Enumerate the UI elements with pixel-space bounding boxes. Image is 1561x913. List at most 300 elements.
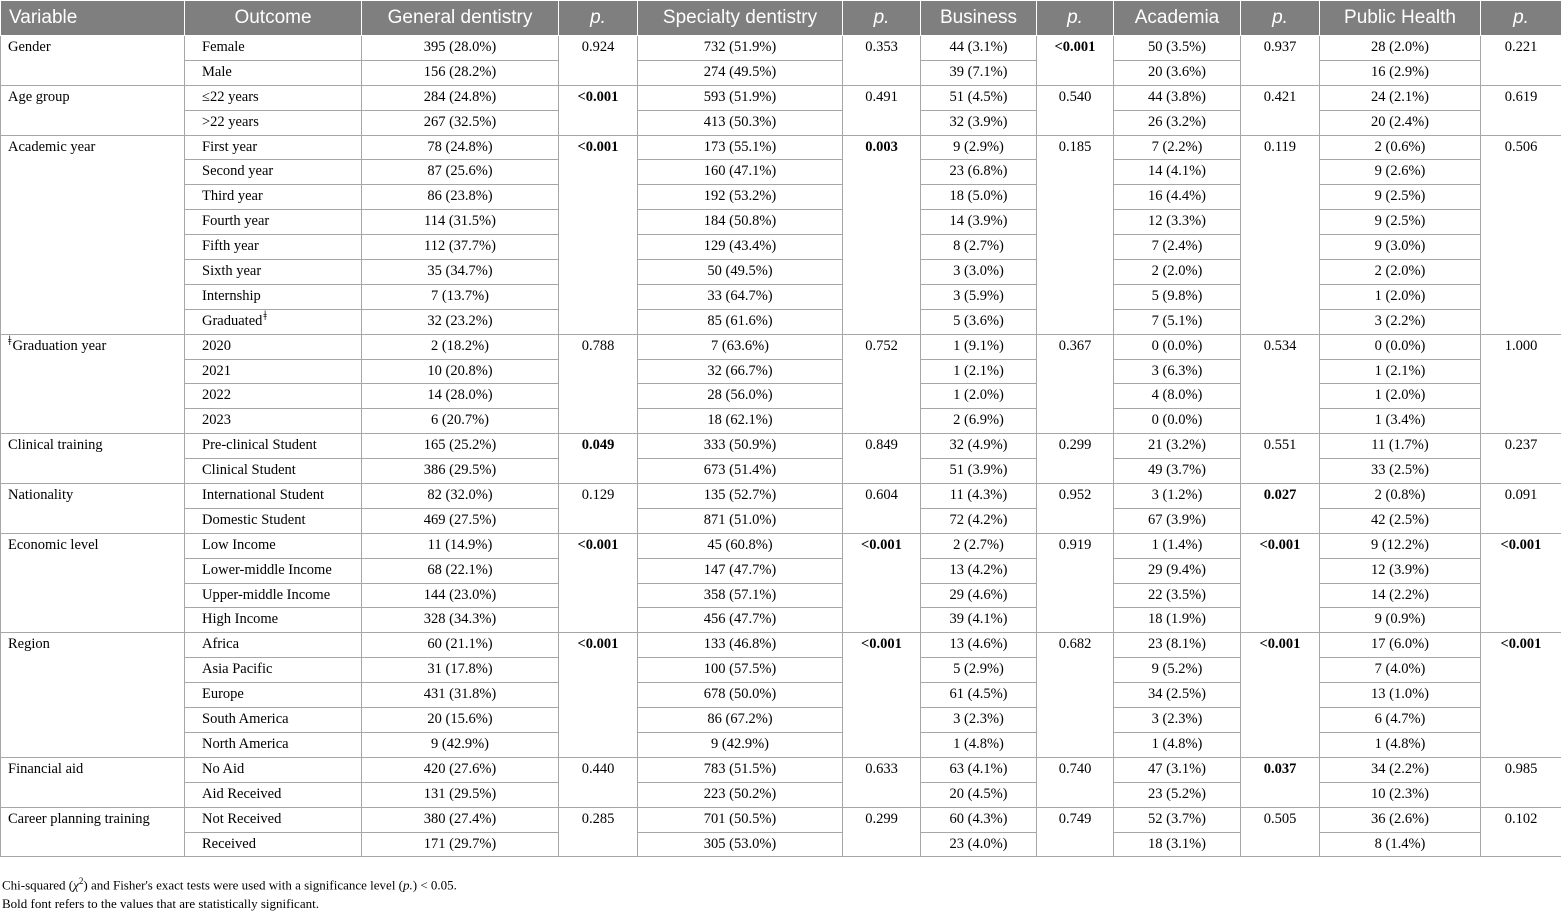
public-health-value: 11 (1.7%) <box>1320 434 1481 459</box>
table-row <box>1 583 1561 608</box>
business-value: 20 (4.5%) <box>921 782 1037 807</box>
table-row <box>1 658 1561 683</box>
specialty-dentistry-value: 223 (50.2%) <box>638 782 843 807</box>
table-row <box>1 185 1561 210</box>
outcome-label: 2021 <box>202 363 231 379</box>
p-value-public-health: <0.001 <box>1481 633 1561 757</box>
footnote-text: ) and Fisher's exact tests were used with a significance level ( <box>83 877 403 892</box>
table-row <box>1 832 1561 857</box>
table-row <box>1 608 1561 633</box>
business-value: 3 (2.3%) <box>921 708 1037 733</box>
public-health-value: 20 (2.4%) <box>1320 110 1481 135</box>
p-value-academia: 0.937 <box>1241 36 1320 86</box>
p-value-academia: 0.119 <box>1241 135 1320 334</box>
outcome-label: Aid Received <box>202 786 281 802</box>
table-row <box>1 135 1561 160</box>
academia-value: 22 (3.5%) <box>1114 583 1241 608</box>
general-dentistry-value: 380 (27.4%) <box>362 807 559 832</box>
public-health-value: 2 (2.0%) <box>1320 260 1481 285</box>
variable-label: Gender <box>8 39 51 55</box>
p-value-public-health: 0.985 <box>1481 757 1561 807</box>
general-dentistry-value: 267 (32.5%) <box>362 110 559 135</box>
p-value-business: 0.367 <box>1037 334 1114 434</box>
variable-label: Clinical training <box>8 437 103 453</box>
p-value-general-dentistry: 0.788 <box>559 334 638 434</box>
business-value: 23 (6.8%) <box>921 160 1037 185</box>
general-dentistry-value: 68 (22.1%) <box>362 558 559 583</box>
p-value-specialty-dentistry: 0.491 <box>843 85 921 135</box>
general-dentistry-value: 31 (17.8%) <box>362 658 559 683</box>
general-dentistry-value: 112 (37.7%) <box>362 235 559 260</box>
specialty-dentistry-value: 274 (49.5%) <box>638 60 843 85</box>
public-health-value: 1 (2.1%) <box>1320 359 1481 384</box>
specialty-dentistry-value: 50 (49.5%) <box>638 260 843 285</box>
general-dentistry-value: 32 (23.2%) <box>362 309 559 334</box>
table-row <box>1 633 1561 658</box>
variable-cell <box>1 757 185 807</box>
academia-value: 1 (4.8%) <box>1114 732 1241 757</box>
general-dentistry-value: 9 (42.9%) <box>362 732 559 757</box>
p-value-academia: 0.505 <box>1241 807 1320 857</box>
variable-cell <box>1 36 185 86</box>
academia-value: 23 (8.1%) <box>1114 633 1241 658</box>
academia-value: 9 (5.2%) <box>1114 658 1241 683</box>
public-health-value: 10 (2.3%) <box>1320 782 1481 807</box>
business-value: 39 (7.1%) <box>921 60 1037 85</box>
footnote-p: p. <box>403 877 413 892</box>
table-row <box>1 235 1561 260</box>
outcome-cell <box>185 459 362 484</box>
academia-value: 3 (6.3%) <box>1114 359 1241 384</box>
public-health-value: 12 (3.9%) <box>1320 558 1481 583</box>
p-value-business: 0.749 <box>1037 807 1114 857</box>
general-dentistry-value: 86 (23.8%) <box>362 185 559 210</box>
variable-cell <box>1 334 185 434</box>
academia-value: 0 (0.0%) <box>1114 409 1241 434</box>
variable-label: Financial aid <box>8 761 83 777</box>
outcome-label: Third year <box>202 188 263 204</box>
table-row <box>1 484 1561 509</box>
variable-label: Economic level <box>8 537 99 553</box>
outcome-cell <box>185 60 362 85</box>
p-value-general-dentistry: 0.285 <box>559 807 638 857</box>
outcome-cell <box>185 732 362 757</box>
table-row <box>1 807 1561 832</box>
p-value-academia: <0.001 <box>1241 533 1320 633</box>
outcome-label: Received <box>202 836 256 852</box>
public-health-value: 8 (1.4%) <box>1320 832 1481 857</box>
business-value: 44 (3.1%) <box>921 36 1037 61</box>
p-value-general-dentistry: 0.049 <box>559 434 638 484</box>
public-health-value: 1 (4.8%) <box>1320 732 1481 757</box>
business-value: 3 (3.0%) <box>921 260 1037 285</box>
outcome-cell <box>185 135 362 160</box>
business-value: 5 (2.9%) <box>921 658 1037 683</box>
business-value: 1 (2.1%) <box>921 359 1037 384</box>
general-dentistry-value: 328 (34.3%) <box>362 608 559 633</box>
outcome-label: >22 years <box>202 114 259 130</box>
outcome-cell <box>185 757 362 782</box>
public-health-value: 9 (3.0%) <box>1320 235 1481 260</box>
variable-label: Academic year <box>8 139 95 155</box>
business-value: 72 (4.2%) <box>921 508 1037 533</box>
public-health-value: 1 (2.0%) <box>1320 384 1481 409</box>
header-p-business: p. <box>1037 1 1114 36</box>
outcome-label: Low Income <box>202 537 276 553</box>
outcome-cell <box>185 359 362 384</box>
academia-value: 23 (5.2%) <box>1114 782 1241 807</box>
p-value-specialty-dentistry: 0.633 <box>843 757 921 807</box>
outcome-cell <box>185 384 362 409</box>
general-dentistry-value: 60 (21.1%) <box>362 633 559 658</box>
specialty-dentistry-value: 783 (51.5%) <box>638 757 843 782</box>
business-value: 23 (4.0%) <box>921 832 1037 857</box>
business-value: 60 (4.3%) <box>921 807 1037 832</box>
outcome-cell <box>185 583 362 608</box>
p-value-specialty-dentistry: <0.001 <box>843 633 921 757</box>
variable-cell <box>1 533 185 633</box>
outcome-cell <box>185 36 362 61</box>
outcome-label: Sixth year <box>202 263 261 279</box>
business-value: 61 (4.5%) <box>921 683 1037 708</box>
public-health-value: 42 (2.5%) <box>1320 508 1481 533</box>
p-value-general-dentistry: 0.440 <box>559 757 638 807</box>
footnote-sup: 2 <box>79 876 84 886</box>
outcome-label: Not Received <box>202 811 281 827</box>
business-value: 51 (3.9%) <box>921 459 1037 484</box>
general-dentistry-value: 131 (29.5%) <box>362 782 559 807</box>
specialty-dentistry-value: 147 (47.7%) <box>638 558 843 583</box>
public-health-value: 13 (1.0%) <box>1320 683 1481 708</box>
specialty-dentistry-value: 305 (53.0%) <box>638 832 843 857</box>
specialty-dentistry-value: 32 (66.7%) <box>638 359 843 384</box>
general-dentistry-value: 11 (14.9%) <box>362 533 559 558</box>
p-value-public-health: 0.237 <box>1481 434 1561 484</box>
academia-value: 0 (0.0%) <box>1114 334 1241 359</box>
public-health-value: 0 (0.0%) <box>1320 334 1481 359</box>
p-value-public-health: 0.506 <box>1481 135 1561 334</box>
general-dentistry-value: 386 (29.5%) <box>362 459 559 484</box>
outcome-label: Internship <box>202 288 261 304</box>
public-health-value: 9 (2.5%) <box>1320 185 1481 210</box>
specialty-dentistry-value: 456 (47.7%) <box>638 608 843 633</box>
academia-value: 21 (3.2%) <box>1114 434 1241 459</box>
outcome-label: 2023 <box>202 412 231 428</box>
outcome-cell <box>185 409 362 434</box>
business-value: 13 (4.6%) <box>921 633 1037 658</box>
business-value: 63 (4.1%) <box>921 757 1037 782</box>
outcome-label: 2020 <box>202 338 231 354</box>
outcome-cell <box>185 160 362 185</box>
p-value-specialty-dentistry: 0.604 <box>843 484 921 534</box>
public-health-value: 2 (0.6%) <box>1320 135 1481 160</box>
footnote-text: Chi-squared ( <box>2 877 73 892</box>
table-row <box>1 757 1561 782</box>
p-value-academia: 0.037 <box>1241 757 1320 807</box>
header-public-health: Public Health <box>1320 1 1481 36</box>
outcome-cell <box>185 85 362 110</box>
p-value-business: 0.540 <box>1037 85 1114 135</box>
outcome-cell <box>185 533 362 558</box>
specialty-dentistry-value: 593 (51.9%) <box>638 85 843 110</box>
p-value-academia: <0.001 <box>1241 633 1320 757</box>
business-value: 51 (4.5%) <box>921 85 1037 110</box>
specialty-dentistry-value: 160 (47.1%) <box>638 160 843 185</box>
p-value-academia: 0.534 <box>1241 334 1320 434</box>
business-value: 1 (2.0%) <box>921 384 1037 409</box>
general-dentistry-value: 87 (25.6%) <box>362 160 559 185</box>
specialty-dentistry-value: 701 (50.5%) <box>638 807 843 832</box>
header-row <box>1 1 1561 36</box>
specialty-dentistry-value: 871 (51.0%) <box>638 508 843 533</box>
p-value-specialty-dentistry: <0.001 <box>843 533 921 633</box>
general-dentistry-value: 7 (13.7%) <box>362 284 559 309</box>
p-value-academia: 0.551 <box>1241 434 1320 484</box>
header-specialty-dentistry: Specialty dentistry <box>638 1 843 36</box>
academia-value: 52 (3.7%) <box>1114 807 1241 832</box>
outcome-cell <box>185 683 362 708</box>
general-dentistry-value: 2 (18.2%) <box>362 334 559 359</box>
outcome-label: First year <box>202 139 257 155</box>
academia-value: 3 (2.3%) <box>1114 708 1241 733</box>
general-dentistry-value: 14 (28.0%) <box>362 384 559 409</box>
p-value-specialty-dentistry: 0.003 <box>843 135 921 334</box>
specialty-dentistry-value: 9 (42.9%) <box>638 732 843 757</box>
general-dentistry-value: 469 (27.5%) <box>362 508 559 533</box>
public-health-value: 9 (12.2%) <box>1320 533 1481 558</box>
general-dentistry-value: 82 (32.0%) <box>362 484 559 509</box>
table-row <box>1 558 1561 583</box>
public-health-value: 9 (2.6%) <box>1320 160 1481 185</box>
specialty-dentistry-value: 173 (55.1%) <box>638 135 843 160</box>
outcome-label: Fifth year <box>202 238 259 254</box>
academia-value: 26 (3.2%) <box>1114 110 1241 135</box>
variable-label: Career planning training <box>8 811 150 827</box>
academia-value: 12 (3.3%) <box>1114 210 1241 235</box>
dagger-mark: ǂ <box>8 334 12 349</box>
table-row <box>1 409 1561 434</box>
business-value: 32 (3.9%) <box>921 110 1037 135</box>
outcome-label: Pre-clinical Student <box>202 437 317 453</box>
specialty-dentistry-value: 192 (53.2%) <box>638 185 843 210</box>
variable-label: Age group <box>8 89 70 105</box>
outcome-cell <box>185 708 362 733</box>
outcome-cell <box>185 658 362 683</box>
p-value-business: 0.919 <box>1037 533 1114 633</box>
p-value-business: 0.185 <box>1037 135 1114 334</box>
header-academia: Academia <box>1114 1 1241 36</box>
p-value-general-dentistry: 0.924 <box>559 36 638 86</box>
academia-value: 20 (3.6%) <box>1114 60 1241 85</box>
p-value-public-health: 0.619 <box>1481 85 1561 135</box>
public-health-value: 36 (2.6%) <box>1320 807 1481 832</box>
outcome-cell <box>185 434 362 459</box>
table-row <box>1 36 1561 61</box>
specialty-dentistry-value: 28 (56.0%) <box>638 384 843 409</box>
outcome-label: South America <box>202 711 289 727</box>
specialty-dentistry-value: 7 (63.6%) <box>638 334 843 359</box>
outcome-cell <box>185 185 362 210</box>
outcome-label: No Aid <box>202 761 244 777</box>
p-value-specialty-dentistry: 0.299 <box>843 807 921 857</box>
p-value-general-dentistry: 0.129 <box>559 484 638 534</box>
specialty-dentistry-value: 678 (50.0%) <box>638 683 843 708</box>
specialty-dentistry-value: 184 (50.8%) <box>638 210 843 235</box>
business-value: 2 (2.7%) <box>921 533 1037 558</box>
p-value-business: 0.299 <box>1037 434 1114 484</box>
academia-value: 1 (1.4%) <box>1114 533 1241 558</box>
specialty-dentistry-value: 133 (46.8%) <box>638 633 843 658</box>
specialty-dentistry-value: 33 (64.7%) <box>638 284 843 309</box>
p-value-business: 0.682 <box>1037 633 1114 757</box>
variable-cell <box>1 135 185 334</box>
header-business: Business <box>921 1 1037 36</box>
business-value: 32 (4.9%) <box>921 434 1037 459</box>
public-health-value: 17 (6.0%) <box>1320 633 1481 658</box>
table-row <box>1 533 1561 558</box>
header-p-specialty: p. <box>843 1 921 36</box>
table-row <box>1 434 1561 459</box>
general-dentistry-value: 420 (27.6%) <box>362 757 559 782</box>
variable-label: Graduation year <box>13 338 107 354</box>
specialty-dentistry-value: 129 (43.4%) <box>638 235 843 260</box>
outcome-label: Male <box>202 64 232 80</box>
academia-value: 4 (8.0%) <box>1114 384 1241 409</box>
outcome-label: Asia Pacific <box>202 661 272 677</box>
academia-value: 7 (2.4%) <box>1114 235 1241 260</box>
table-row <box>1 210 1561 235</box>
general-dentistry-value: 10 (20.8%) <box>362 359 559 384</box>
academia-value: 34 (2.5%) <box>1114 683 1241 708</box>
p-value-business: 0.952 <box>1037 484 1114 534</box>
p-value-public-health: 0.102 <box>1481 807 1561 857</box>
outcome-label: Second year <box>202 163 273 179</box>
table-row <box>1 110 1561 135</box>
general-dentistry-value: 35 (34.7%) <box>362 260 559 285</box>
table-row <box>1 459 1561 484</box>
business-value: 9 (2.9%) <box>921 135 1037 160</box>
specialty-dentistry-value: 85 (61.6%) <box>638 309 843 334</box>
specialty-dentistry-value: 100 (57.5%) <box>638 658 843 683</box>
outcome-cell <box>185 309 362 334</box>
outcome-cell <box>185 210 362 235</box>
table-row <box>1 334 1561 359</box>
general-dentistry-value: 6 (20.7%) <box>362 409 559 434</box>
p-value-specialty-dentistry: 0.752 <box>843 334 921 434</box>
p-value-specialty-dentistry: 0.353 <box>843 36 921 86</box>
specialty-dentistry-value: 333 (50.9%) <box>638 434 843 459</box>
table-row <box>1 309 1561 334</box>
outcome-label: Upper-middle Income <box>202 587 330 603</box>
footnote-tests <box>2 872 457 894</box>
business-value: 5 (3.6%) <box>921 309 1037 334</box>
header-p-general: p. <box>559 1 638 36</box>
outcome-cell <box>185 633 362 658</box>
footnote-bold: Bold font refers to the values that are statistically significant. <box>2 894 457 913</box>
table-row <box>1 782 1561 807</box>
academia-value: 16 (4.4%) <box>1114 185 1241 210</box>
table-row <box>1 284 1561 309</box>
header-outcome: Outcome <box>185 1 362 36</box>
public-health-value: 6 (4.7%) <box>1320 708 1481 733</box>
business-value: 39 (4.1%) <box>921 608 1037 633</box>
outcome-cell <box>185 807 362 832</box>
table-row <box>1 508 1561 533</box>
academia-value: 14 (4.1%) <box>1114 160 1241 185</box>
public-health-value: 34 (2.2%) <box>1320 757 1481 782</box>
business-value: 1 (9.1%) <box>921 334 1037 359</box>
outcome-cell <box>185 260 362 285</box>
variable-cell <box>1 633 185 757</box>
business-value: 29 (4.6%) <box>921 583 1037 608</box>
general-dentistry-value: 165 (25.2%) <box>362 434 559 459</box>
public-health-value: 1 (2.0%) <box>1320 284 1481 309</box>
general-dentistry-value: 78 (24.8%) <box>362 135 559 160</box>
outcome-cell <box>185 558 362 583</box>
business-value: 1 (4.8%) <box>921 732 1037 757</box>
variable-label: Region <box>8 636 50 652</box>
business-value: 2 (6.9%) <box>921 409 1037 434</box>
academia-value: 5 (9.8%) <box>1114 284 1241 309</box>
p-value-public-health: 1.000 <box>1481 334 1561 434</box>
outcome-label: Europe <box>202 686 244 702</box>
general-dentistry-value: 156 (28.2%) <box>362 60 559 85</box>
business-value: 14 (3.9%) <box>921 210 1037 235</box>
outcome-cell <box>185 110 362 135</box>
academia-value: 2 (2.0%) <box>1114 260 1241 285</box>
p-value-public-health: 0.091 <box>1481 484 1561 534</box>
table-row <box>1 683 1561 708</box>
table-row <box>1 60 1561 85</box>
public-health-value: 2 (0.8%) <box>1320 484 1481 509</box>
specialty-dentistry-value: 358 (57.1%) <box>638 583 843 608</box>
outcome-label: 2022 <box>202 387 231 403</box>
p-value-public-health: 0.221 <box>1481 36 1561 86</box>
variable-cell <box>1 85 185 135</box>
outcome-cell <box>185 508 362 533</box>
outcome-label: Female <box>202 39 245 55</box>
table-row <box>1 708 1561 733</box>
dagger-mark: ǂ <box>263 309 267 324</box>
variable-cell <box>1 434 185 484</box>
academia-value: 3 (1.2%) <box>1114 484 1241 509</box>
outcome-cell <box>185 334 362 359</box>
header-p-academia: p. <box>1241 1 1320 36</box>
header-general-dentistry: General dentistry <box>362 1 559 36</box>
public-health-value: 33 (2.5%) <box>1320 459 1481 484</box>
general-dentistry-value: 20 (15.6%) <box>362 708 559 733</box>
footnote-text: ) < 0.05. <box>413 877 457 892</box>
academia-value: 44 (3.8%) <box>1114 85 1241 110</box>
outcome-label: International Student <box>202 487 324 503</box>
specialty-dentistry-value: 18 (62.1%) <box>638 409 843 434</box>
specialty-dentistry-value: 45 (60.8%) <box>638 533 843 558</box>
p-value-public-health: <0.001 <box>1481 533 1561 633</box>
general-dentistry-value: 171 (29.7%) <box>362 832 559 857</box>
p-value-specialty-dentistry: 0.849 <box>843 434 921 484</box>
variable-label: Nationality <box>8 487 73 503</box>
public-health-value: 9 (2.5%) <box>1320 210 1481 235</box>
academia-value: 7 (2.2%) <box>1114 135 1241 160</box>
specialty-dentistry-value: 135 (52.7%) <box>638 484 843 509</box>
general-dentistry-value: 114 (31.5%) <box>362 210 559 235</box>
p-value-general-dentistry: <0.001 <box>559 633 638 757</box>
outcome-label: ≤22 years <box>202 89 259 105</box>
business-value: 13 (4.2%) <box>921 558 1037 583</box>
general-dentistry-value: 395 (28.0%) <box>362 36 559 61</box>
p-value-general-dentistry: <0.001 <box>559 135 638 334</box>
outcome-cell <box>185 235 362 260</box>
